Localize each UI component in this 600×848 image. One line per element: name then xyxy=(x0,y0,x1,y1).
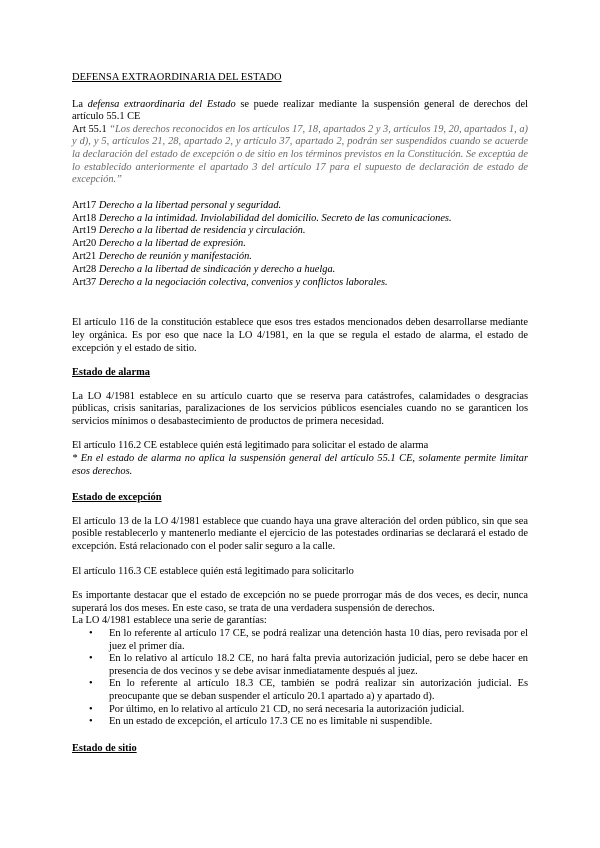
article-item xyxy=(72,213,528,226)
alarma-paragraph-1: La LO 4/1981 establece en su artículo cuarto que se reserva para catástrofes, calamidades o desgracias públicas, crisis sanitarias, paralizaciones de los servicios públicos esenciales cuando no se garanticen los servicios mínimos o desabastecimiento de productos de primera necesidad. xyxy=(72,390,528,427)
article-text: Derecho a la libertad de sindicación y derecho a huelga. xyxy=(98,263,336,275)
articles-list xyxy=(72,200,528,290)
art55-quote-paragraph xyxy=(72,124,528,187)
article-text: Derecho de reunión y manifestación. xyxy=(98,250,252,262)
garantias-list xyxy=(72,628,528,729)
article-number: Art21 xyxy=(72,250,99,262)
list-item xyxy=(72,678,528,703)
alarma-paragraph-2: El artículo 116.2 CE establece quién está legitimado para solicitar el estado de alarma xyxy=(72,440,429,452)
list-item-text: Por último, en lo relativo al artículo 21 CD, no será necesaria la autorización judicial. xyxy=(109,703,465,715)
bullet-icon: • xyxy=(89,716,93,728)
bullet-icon: • xyxy=(89,678,93,690)
art55-quote: “Los derechos reconocidos en los artículos 17, 18, apartados 2 y 3, artículos 19, 20, apartados 1, a) y d), y 5, artículos 21, 28, apartado 2, y artículo 37, apartado 2, podrán ser suspendidos cuando se acuerde la declaración del estado de excepción o de sitio en los términos previstos en la Constitución. Se exceptúa de lo establecido anteriormente el apartado 3 del artículo 17 para el supuesto de declaración de estado de excepción.” xyxy=(72,123,528,186)
document-title: DEFENSA EXTRAORDINARIA DEL ESTADO xyxy=(72,72,282,83)
article-text: Derecho a la libertad de residencia y circulación. xyxy=(98,225,306,237)
list-item-text: En un estado de excepción, el artículo 17.3 CE no es limitable ni suspendible. xyxy=(109,716,433,728)
article-item xyxy=(72,277,528,290)
intro-text-before: La xyxy=(72,98,88,110)
intro-text-after: se puede realizar mediante la suspensión general de derechos del artículo 55.1 CE xyxy=(72,98,528,123)
article-number: Art17 xyxy=(72,199,99,211)
article-text: Derecho a la intimidad. Inviolabilidad del domicilio. Secreto de las comunicaciones. xyxy=(98,212,452,224)
article-item xyxy=(72,238,528,251)
bullet-icon: • xyxy=(89,653,93,665)
excepcion-paragraph-3: Es importante destacar que el estado de excepción no se puede prorrogar más de dos veces, es decir, nunca superará los dos meses. En este caso, se trata de una verdadera suspensión de derechos. xyxy=(72,590,528,614)
article-item xyxy=(72,264,528,277)
article-number: Art18 xyxy=(72,212,99,224)
list-item-text: En lo referente al artículo 18.3 CE, también se podrá realizar sin autorización judicial. Es preocupante que se deban suspender el artículo 20.1 apartado a) y apartado d). xyxy=(109,678,528,702)
alarma-note xyxy=(72,453,528,478)
list-item-text: En lo referente al artículo 17 CE, se podrá realizar una detención hasta 10 días, pero revisada por el juez el primer día. xyxy=(109,628,528,652)
excepcion-paragraph-1: El artículo 13 de la LO 4/1981 establece que cuando haya una grave alteración del orden público, sin que sea posible restablecerlo y mantenerlo mediante el ejercicio de las potestades ordinarias se declarará el estado de excepción. Está relacionado con el poder salir seguro a la calle. xyxy=(72,515,528,553)
section-heading-excepcion: Estado de excepción xyxy=(72,492,162,504)
intro-paragraph xyxy=(72,99,528,124)
article-item xyxy=(72,225,528,238)
article-number: Art19 xyxy=(72,225,99,237)
list-item xyxy=(72,716,528,729)
list-item xyxy=(72,653,528,678)
article-text: Derecho a la libertad de expresión. xyxy=(98,238,246,250)
list-item xyxy=(72,704,528,717)
alarma-note-text: * En el estado de alarma no aplica la suspensión general del artículo 55.1 CE, solamente permite limitar esos derechos. xyxy=(72,453,528,477)
art116-paragraph: El artículo 116 de la constitución establece que esos tres estados mencionados deben desarrollarse mediante ley orgánica. Es por eso que nace la LO 4/1981, en la que se regula el estado de alarma, el estado de excepción y el estado de sitio. xyxy=(72,317,528,354)
article-item xyxy=(72,251,528,264)
article-text: Derecho a la negociación colectiva, convenios y conflictos laborales. xyxy=(98,276,388,288)
article-text: Derecho a la libertad personal y seguridad. xyxy=(98,199,282,211)
article-number: Art20 xyxy=(72,238,99,250)
section-heading-sitio: Estado de sitio xyxy=(72,742,137,754)
article-number: Art37 xyxy=(72,276,99,288)
bullet-icon: • xyxy=(89,703,93,715)
bullet-icon: • xyxy=(89,628,93,640)
section-heading-alarma: Estado de alarma xyxy=(72,367,150,379)
article-item xyxy=(72,200,528,213)
list-item-text: En lo relativo al artículo 18.2 CE, no hará falta previa autorización judicial, pero se debe hacer en presencia de dos vecinos y se debe avisar inmediatamente después al juez. xyxy=(109,653,528,677)
excepcion-paragraph-2: El artículo 116.3 CE establece quién está legitimado para solicitarlo xyxy=(72,565,354,577)
intro-italic-term: defensa extraordinaria del Estado xyxy=(87,98,236,110)
art55-label: Art 55.1 xyxy=(72,123,110,135)
document-page xyxy=(72,72,528,766)
article-number: Art28 xyxy=(72,263,99,275)
list-item xyxy=(72,628,528,653)
excepcion-paragraph-4: La LO 4/1981 establece una serie de garantías: xyxy=(72,615,267,627)
